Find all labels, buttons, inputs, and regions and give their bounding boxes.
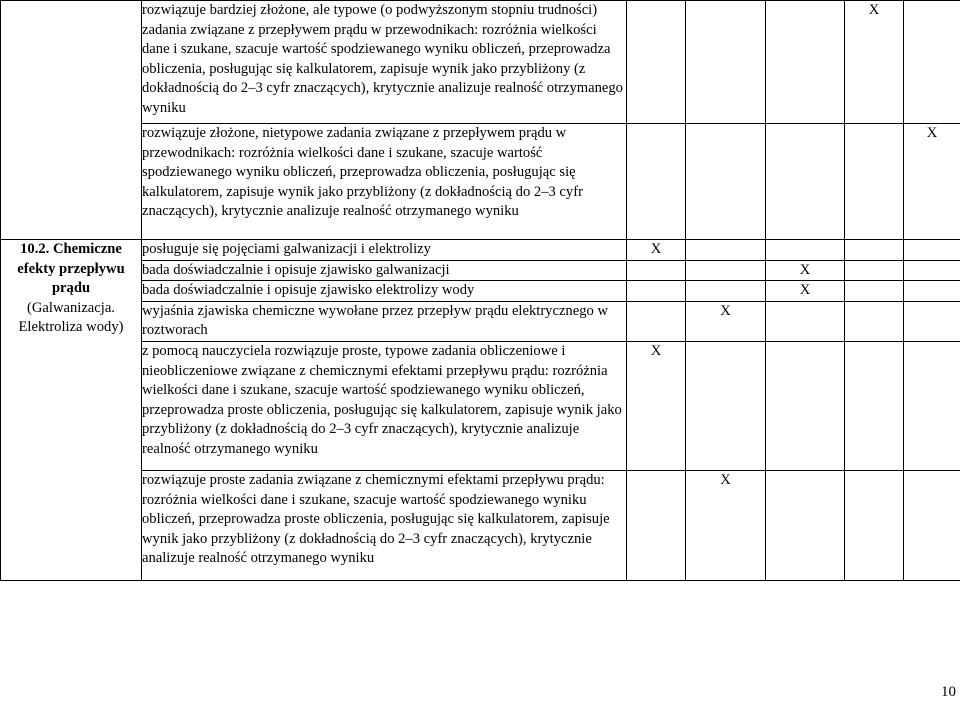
- requirement-description: rozwiązuje proste zadania związane z chemicznymi efektami przepływu prądu: rozróżnia wielkości dane i szukane, szacuje wartość spodziewanego wyniku obliczeń, przeprowadza proste obliczenia, posługując się kalkulatorem, zapisuje wynik jako przybliżony (z dokładnością do 2–3 cyfr znaczących), krytycznie analizuje realność otrzymanego wyniku: [142, 470, 627, 580]
- grade-mark-cell: [627, 281, 686, 302]
- grade-mark-cell: X: [766, 260, 845, 281]
- table-row: [1, 240, 960, 261]
- table-row: [1, 124, 960, 240]
- grade-mark-cell: X: [627, 240, 686, 261]
- requirement-description: bada doświadczalnie i opisuje zjawisko elektrolizy wody: [142, 281, 627, 302]
- grade-mark-cell: [627, 124, 686, 240]
- requirement-description: rozwiązuje złożone, nietypowe zadania związane z przepływem prądu w przewodnikach: rozróżnia wielkości dane i szukane, szacuje wartość spodziewanego wyniku obliczeń, przeprowadza obliczenia, posługując się kalkulatorem, zapisuje wynik jako przybliżony (z dokładnością do 2–3 cyfr znaczących), krytycznie analizuje realność otrzymanego wyniku: [142, 124, 627, 240]
- table-row: [1, 301, 960, 341]
- grade-mark-cell: [845, 281, 904, 302]
- topic-title-line: efekty przepływu: [17, 260, 125, 277]
- topic-cell: [1, 240, 142, 581]
- grade-mark-cell: [686, 281, 766, 302]
- grade-mark-cell: [686, 1, 766, 124]
- grade-mark-cell: [845, 124, 904, 240]
- grade-mark-cell: [845, 260, 904, 281]
- grade-mark-cell: [766, 301, 845, 341]
- grade-mark-cell: [904, 260, 960, 281]
- topic-cell-empty: [1, 1, 142, 240]
- grade-mark-cell: X: [686, 470, 766, 580]
- grade-mark-cell: [845, 341, 904, 470]
- grade-mark-cell: [904, 281, 960, 302]
- grade-mark-cell: [766, 1, 845, 124]
- grade-mark-cell: [845, 240, 904, 261]
- grade-mark-cell: [766, 341, 845, 470]
- requirement-description: posługuje się pojęciami galwanizacji i elektrolizy: [142, 240, 627, 261]
- table-row: [1, 470, 960, 580]
- table-row: [1, 1, 960, 124]
- grade-mark-cell: [904, 341, 960, 470]
- table-row: [1, 341, 960, 470]
- grade-mark-cell: [904, 240, 960, 261]
- grade-mark-cell: [845, 301, 904, 341]
- grade-mark-cell: X: [845, 1, 904, 124]
- grade-mark-cell: [904, 1, 960, 124]
- grade-mark-cell: [904, 470, 960, 580]
- grade-mark-cell: [686, 260, 766, 281]
- grade-mark-cell: [904, 301, 960, 341]
- grade-mark-cell: [627, 1, 686, 124]
- topic-subtitle-line: (Galwanizacja.: [27, 299, 115, 316]
- topic-subtitle-line: Elektroliza wody): [18, 319, 124, 336]
- grade-mark-cell: [627, 470, 686, 580]
- grade-mark-cell: X: [686, 301, 766, 341]
- grade-mark-cell: [686, 240, 766, 261]
- grade-mark-cell: [686, 341, 766, 470]
- grade-mark-cell: [686, 124, 766, 240]
- grade-mark-cell: [627, 260, 686, 281]
- requirement-description: z pomocą nauczyciela rozwiązuje proste, typowe zadania obliczeniowe i nieobliczeniowe związane z chemicznymi efektami przepływu prądu: rozróżnia wielkości dane i szukane, szacuje wartość spodziewanego wyniku obliczeń, przeprowadza proste obliczenia, posługując się kalkulatorem, zapisuje wynik jako przybliżony (z dokładnością do 2–3 cyfr znaczących), krytycznie analizuje realność otrzymanego wyniku: [142, 341, 627, 470]
- grade-mark-cell: [766, 124, 845, 240]
- grade-mark-cell: [627, 301, 686, 341]
- grade-mark-cell: X: [904, 124, 960, 240]
- grade-mark-cell: [766, 470, 845, 580]
- table-row: [1, 260, 960, 281]
- table-row: [1, 281, 960, 302]
- topic-heading: [1, 240, 141, 338]
- requirement-description: bada doświadczalnie i opisuje zjawisko galwanizacji: [142, 260, 627, 281]
- grade-mark-cell: X: [627, 341, 686, 470]
- page-number: 10: [941, 684, 956, 700]
- topic-title-line: prądu: [51, 280, 91, 297]
- requirement-description: wyjaśnia zjawiska chemiczne wywołane przez przepływ prądu elektrycznego w roztworach: [142, 301, 627, 341]
- requirement-description: rozwiązuje bardziej złożone, ale typowe (o podwyższonym stopniu trudności) zadania związane z przepływem prądu w przewodnikach: rozróżnia wielkości dane i szukane, szacuje wartość spodziewanego wyniku obliczeń, przeprowadza obliczenia, posługując się kalkulatorem, zapisuje wynik jako przybliżony (z dokładnością do 2–3 cyfr znaczących), krytycznie analizuje realność otrzymanego wyniku: [142, 1, 627, 124]
- grade-mark-cell: X: [766, 281, 845, 302]
- topic-title-line: 10.2. Chemiczne: [20, 241, 122, 257]
- grade-mark-cell: [845, 470, 904, 580]
- grade-mark-cell: [766, 240, 845, 261]
